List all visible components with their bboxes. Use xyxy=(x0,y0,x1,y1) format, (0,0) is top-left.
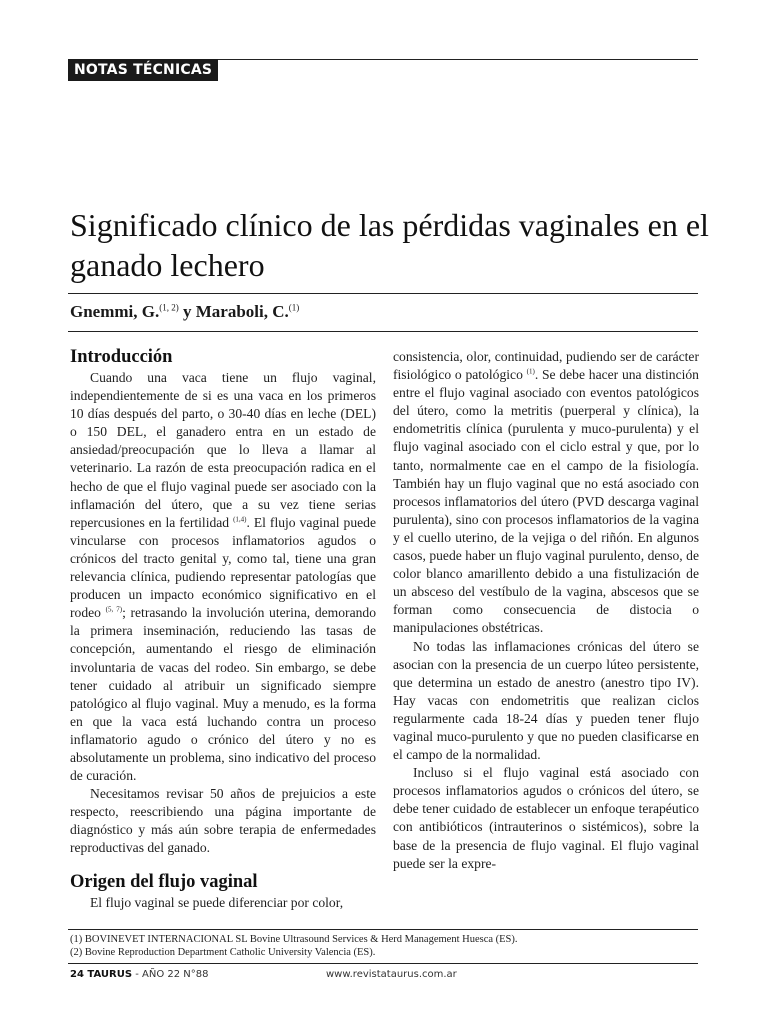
author-connector: y xyxy=(178,302,196,321)
left-column xyxy=(70,345,376,912)
section-tag: NOTAS TÉCNICAS xyxy=(68,59,218,81)
intro-paragraph-1: Cuando una vaca tiene un flujo vaginal, independientemente de si es una vaca en los primeros 10 días después del parto, o 30-40 días en leche (DEL) o 150 DEL, el ganadero entra en un estado de ansiedad/preocupación que lo lleva a llamar al veterinario. La razón de esta preocupación radica en el hecho de que el flujo vaginal puede ser asociado con la inflamación del útero, que a su vez tiene serias repercusiones en la fertilidad $^{(1,4)}$. El flujo vaginal puede vincularse con procesos inflamatorios agudos o crónicos del tracto genital y, como tal, tiene una gran relevancia clínica, pudiendo representar patologías que producen un impacto económico significativo en el rodeo $^{(5, 7)}$; retrasando la involución uterina, demorando la primera inseminación, reduciendo las tasas de concepción, aumentando el riesgo de eliminación involuntaria de vacas del rodeo. Sin embargo, se debe tener cuidado al atribuir un significado siempre patológico al flujo vaginal. Muy a menudo, es la forma en que la vaca está luchando contra un proceso inflamatorio agudo o crónico del útero y no es absolutamente un problema, sino indicativo del proceso de curación. xyxy=(70,370,376,784)
author-1-affiliation: (1, 2) xyxy=(159,302,179,313)
heading-introduccion: Introducción xyxy=(70,347,173,367)
footnotes xyxy=(70,933,700,959)
origin-paragraph-2: No todas las inflamaciones crónicas del útero se asocian con la presencia de un cuerpo lúteo persistente, que determina un estado de anestro (anestro tipo IV). Hay vacas con endometritis que realizan ciclos regularmente cada 18-24 días y pueden tener flujo vaginal muco-purulento y que no pueden clasificarse en el campo de la normalidad. xyxy=(393,638,699,763)
origin-paragraph-continued: consistencia, olor, continuidad, pudiendo ser de carácter fisiológico o patológico $^{(1)}$. Se debe hacer una distinción entre el flujo vaginal asociado con eventos patológicos del útero, como la metritis (puerperal y clínica), la endometritis clínica (purulenta y muco-purulenta) y el flujo vaginal asociado con el ciclo estral y que, por lo tanto, normalmente cae en el campo de la fisiología. También hay un flujo vaginal que no está asociado con procesos inflamatorios del útero (PVD descarga vaginal purulenta), sino con procesos inflamatorios de la vagina y el cuello uterino, de la vejiga o del riñón. En algunos casos, puede haber un flujo vaginal purulento, denso, de color blanco amarillento debido a una fistulización de un absceso del vestíbulo de la vagina, abscesos que se forman como consecuencia de distocia o manipulaciones obstétricas. xyxy=(393,349,699,636)
citation: (1,4) xyxy=(233,515,247,524)
intro-paragraph-2: Necesitamos revisar 50 años de prejuicios a este respecto, reescribiendo una página importante de diagnóstico y más aún sobre terapia de enfermedades reproductivas del ganado. xyxy=(70,786,376,856)
citation: (1) xyxy=(526,367,535,376)
heading-origen: Origen del flujo vaginal xyxy=(70,871,258,892)
right-column xyxy=(393,348,699,873)
author-line xyxy=(70,300,299,324)
page-footer xyxy=(70,969,700,985)
origin-paragraph-3: Incluso si el flujo vaginal está asociado con procesos inflamatorios agudos o crónicos del útero, se debe tener cuidado de establecer un enfoque terapéutico con antibióticos (intrauterinos o sistémicos), sobre la base de la presencia de flujo vaginal. El flujo vaginal puede ser la expre- xyxy=(393,765,699,871)
title-divider xyxy=(68,293,698,294)
website-url: www.revistataurus.com.ar xyxy=(326,969,457,980)
page-number: 24 TAURUS - AÑO 22 N°88 xyxy=(70,969,209,980)
footnote-1: (1) BOVINEVET INTERNACIONAL SL Bovine Ultrasound Services & Herd Management Huesca (ES). xyxy=(70,934,518,945)
issue-label: - AÑO 22 N°88 xyxy=(132,969,209,980)
footer-divider xyxy=(68,963,698,964)
footnote-2: (2) Bovine Reproduction Department Catholic University Valencia (ES). xyxy=(70,947,376,958)
author-2-affiliation: (1) xyxy=(288,302,300,313)
origin-paragraph-1: El flujo vaginal se puede diferenciar por color, xyxy=(90,894,344,910)
author-2: Maraboli, C. xyxy=(195,302,289,321)
author-1: Gnemmi, G. xyxy=(70,302,160,321)
citation: (5, 7) xyxy=(105,605,123,614)
article-title: Significado clínico de las pérdidas vaginales en el ganado lechero xyxy=(70,207,709,283)
footnote-divider xyxy=(68,929,698,930)
authors-divider xyxy=(68,331,698,332)
